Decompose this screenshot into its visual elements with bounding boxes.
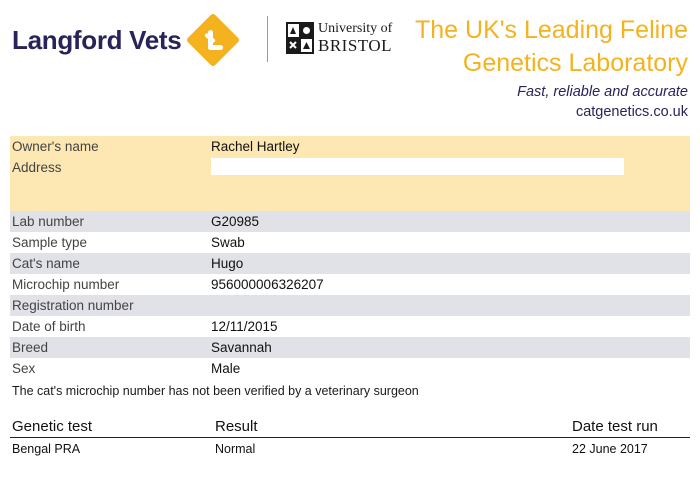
details-row-owner bbox=[10, 136, 690, 157]
address-redacted-box bbox=[211, 158, 624, 175]
column-header-result: Result bbox=[215, 418, 258, 435]
details-row-sample-type bbox=[10, 232, 690, 253]
university-line1: University of bbox=[318, 21, 393, 36]
details-value: 12/11/2015 bbox=[209, 316, 690, 337]
details-value bbox=[209, 157, 690, 211]
details-row-microchip bbox=[10, 274, 690, 295]
details-value bbox=[209, 295, 690, 316]
details-label: Breed bbox=[10, 337, 209, 358]
details-label: Cat's name bbox=[10, 253, 209, 274]
headline-line2: Genetics Laboratory bbox=[462, 49, 688, 77]
details-label: Microchip number bbox=[10, 274, 209, 295]
column-header-date-test-run: Date test run bbox=[572, 418, 658, 435]
website-link[interactable]: catgenetics.co.uk bbox=[575, 104, 688, 120]
details-value: 956000006326207 bbox=[209, 274, 690, 295]
university-crest-icon bbox=[286, 22, 314, 54]
details-row-address bbox=[10, 157, 690, 211]
university-logo bbox=[286, 22, 392, 54]
details-row-registration bbox=[10, 295, 690, 316]
details-label: Lab number bbox=[10, 211, 209, 232]
details-label: Address bbox=[10, 157, 209, 211]
tests-header-row bbox=[10, 418, 690, 438]
details-value: Savannah bbox=[209, 337, 690, 358]
details-value: Male bbox=[209, 358, 690, 379]
langford-logo-mark-icon bbox=[187, 14, 239, 66]
test-name: Bengal PRA bbox=[12, 442, 81, 456]
university-line2: BRISTOL bbox=[318, 36, 393, 55]
details-label: Sample type bbox=[10, 232, 209, 253]
genetic-tests-table bbox=[10, 418, 690, 456]
details-row-breed bbox=[10, 337, 690, 358]
details-row-lab-number bbox=[10, 211, 690, 232]
details-value: Swab bbox=[209, 232, 690, 253]
table-row bbox=[10, 438, 690, 456]
details-label: Date of birth bbox=[10, 316, 209, 337]
headline-line1: The UK's Leading Feline bbox=[415, 16, 688, 44]
column-header-genetic-test: Genetic test bbox=[12, 418, 93, 435]
details-value: Rachel Hartley bbox=[209, 136, 690, 157]
details-row-cat-name bbox=[10, 253, 690, 274]
brand-name: Langford Vets bbox=[12, 24, 182, 55]
details-label: Owner's name bbox=[10, 136, 209, 157]
details-label: Registration number bbox=[10, 295, 209, 316]
cat-details-table bbox=[10, 136, 690, 379]
langford-logo bbox=[12, 14, 239, 66]
details-value: Hugo bbox=[209, 253, 690, 274]
details-row-date-of-birth bbox=[10, 316, 690, 337]
test-result: Normal bbox=[215, 442, 256, 456]
details-label: Sex bbox=[10, 358, 209, 379]
headline bbox=[415, 14, 688, 80]
microchip-verification-note: The cat's microchip number has not been verified by a veterinary surgeon bbox=[12, 384, 419, 398]
details-row-sex bbox=[10, 358, 690, 379]
tagline: Fast, reliable and accurate bbox=[517, 84, 688, 100]
logo-divider bbox=[267, 16, 268, 62]
test-date: 22 June 2017 bbox=[572, 442, 648, 456]
report-header bbox=[0, 0, 700, 130]
details-value: G20985 bbox=[209, 211, 690, 232]
